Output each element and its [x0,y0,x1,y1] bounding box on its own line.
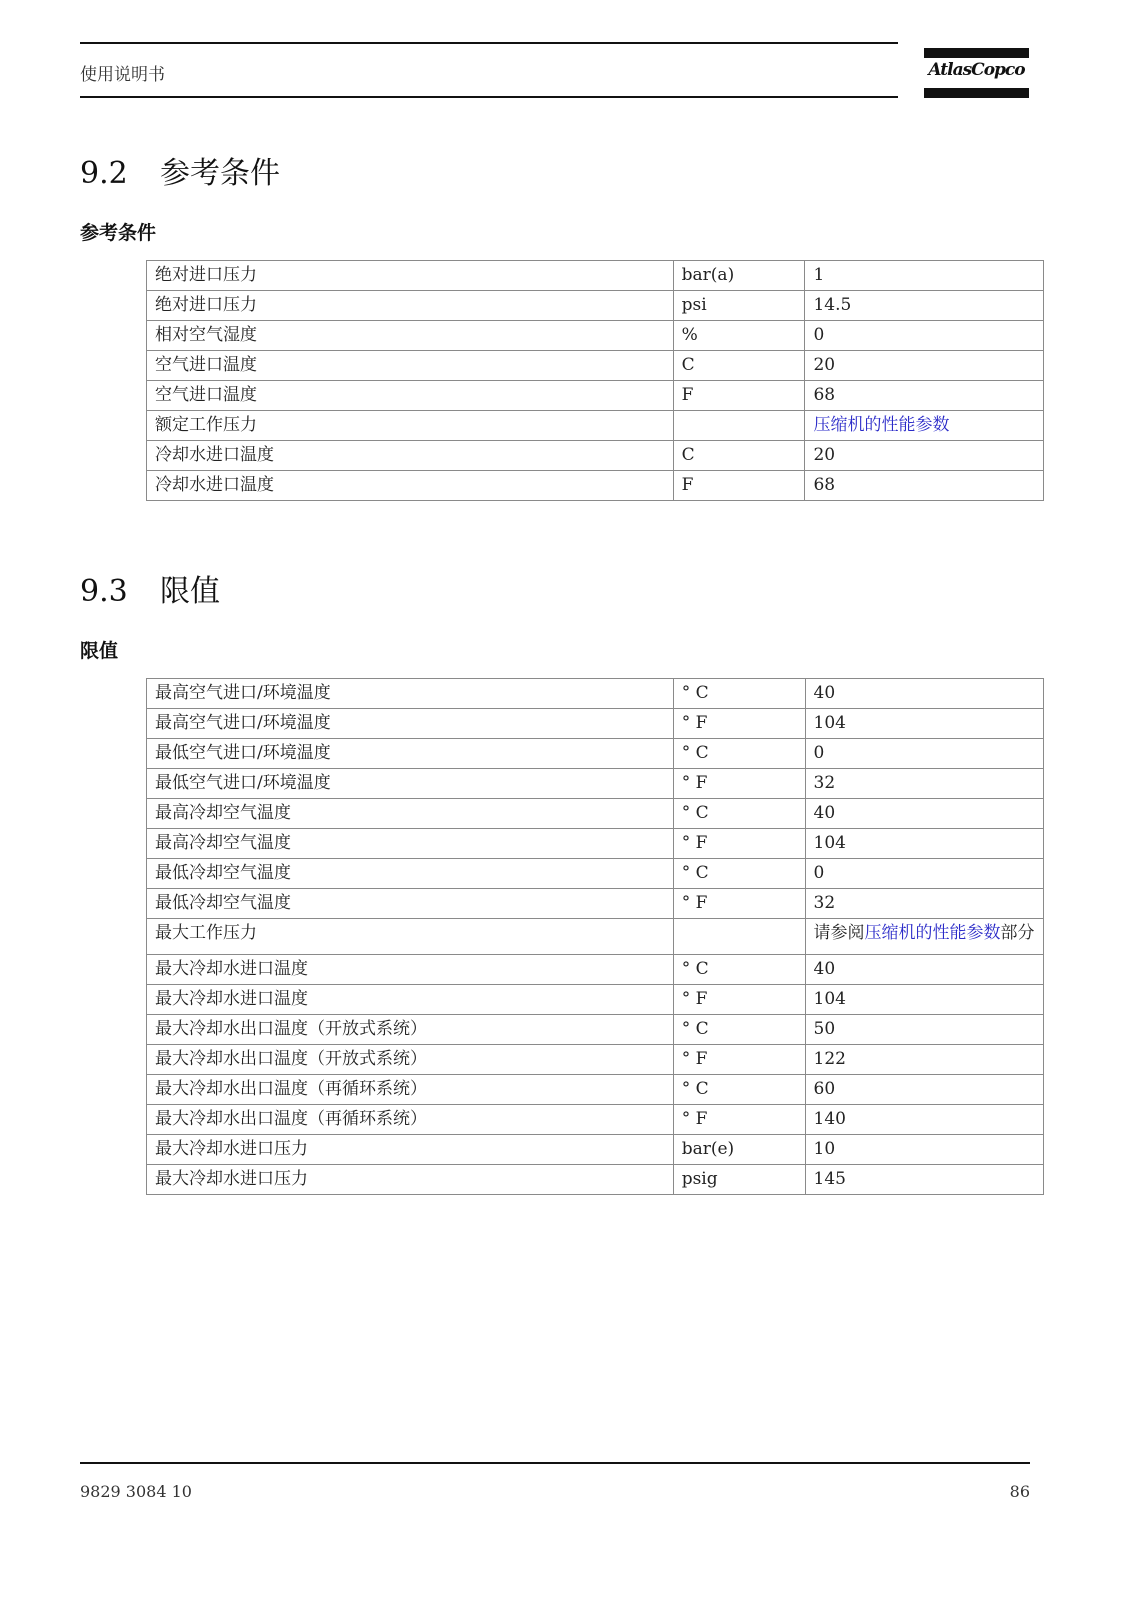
table-row [147,1105,1044,1135]
parameter-label: 最高空气进口/环境温度 [147,679,674,709]
unit-cell: psi [673,291,805,321]
logo-bar-bottom [924,88,1029,98]
table-row [147,411,1044,441]
unit-cell: ° F [673,1045,805,1075]
unit-cell: bar(a) [673,261,805,291]
table-row [147,381,1044,411]
unit-cell: psig [673,1165,805,1195]
value-cell: 104 [805,985,1043,1015]
table-row [147,321,1044,351]
value-cell: 68 [805,381,1044,411]
footer-rule [80,1462,1030,1464]
value-cell: 104 [805,709,1043,739]
section-number: 9.2 [80,156,128,191]
parameter-label: 最高空气进口/环境温度 [147,709,674,739]
parameter-label: 最大冷却水出口温度（再循环系统） [147,1105,674,1135]
unit-cell: C [673,351,805,381]
parameter-label: 最大冷却水进口温度 [147,985,674,1015]
value-cell: 122 [805,1045,1043,1075]
unit-cell: ° F [673,985,805,1015]
parameter-label: 额定工作压力 [147,411,674,441]
table-caption-reference: 参考条件 [80,222,157,244]
table-row [147,1135,1044,1165]
parameter-label: 空气进口温度 [147,351,674,381]
unit-cell: ° C [673,1015,805,1045]
unit-cell: ° F [673,709,805,739]
value-cell: 0 [805,739,1043,769]
header-rule-top [80,42,898,44]
value-cell: 60 [805,1075,1043,1105]
value-cell: 40 [805,955,1043,985]
section-number: 9.3 [80,574,128,609]
parameter-label: 冷却水进口温度 [147,441,674,471]
page-number: 86 [1009,1482,1030,1501]
unit-cell: ° C [673,1075,805,1105]
table-row [147,799,1044,829]
section-title: 参考条件 [160,156,280,191]
unit-cell [673,919,805,955]
table-row [147,1045,1044,1075]
value-cell: 32 [805,769,1043,799]
unit-cell: % [673,321,805,351]
performance-data-link[interactable]: 压缩机的性能参数 [864,923,1001,943]
parameter-label: 最大冷却水进口温度 [147,955,674,985]
parameter-label: 最低空气进口/环境温度 [147,769,674,799]
parameter-label: 冷却水进口温度 [147,471,674,501]
table-row [147,889,1044,919]
parameter-label: 最大工作压力 [147,919,674,955]
header-rule-bottom [80,96,898,98]
value-cell: 10 [805,1135,1043,1165]
parameter-label: 相对空气湿度 [147,321,674,351]
performance-data-link[interactable]: 压缩机的性能参数 [805,411,1044,441]
parameter-label: 最低冷却空气温度 [147,859,674,889]
logo-bar-top [924,48,1029,58]
unit-cell: ° C [673,955,805,985]
table-row [147,739,1044,769]
section-title: 限值 [160,574,220,609]
document-number: 9829 3084 10 [80,1482,192,1501]
value-cell: 40 [805,799,1043,829]
table-row [147,261,1044,291]
unit-cell: F [673,471,805,501]
logo-wordmark: AtlasCopco [928,60,1025,80]
unit-cell: ° C [673,799,805,829]
unit-cell: ° F [673,769,805,799]
value-cell: 1 [805,261,1044,291]
table-row [147,859,1044,889]
parameter-label: 最大冷却水进口压力 [147,1135,674,1165]
table-row [147,919,1044,955]
value-prefix: 请参阅 [813,923,865,943]
value-cell: 50 [805,1015,1043,1045]
unit-cell: F [673,381,805,411]
table-row [147,441,1044,471]
parameter-label: 最大冷却水出口温度（开放式系统） [147,1015,674,1045]
unit-cell: ° C [673,859,805,889]
value-cell: 0 [805,321,1044,351]
parameter-label: 最大冷却水出口温度（再循环系统） [147,1075,674,1105]
table-caption-limits: 限值 [80,640,119,662]
parameter-label: 绝对进口压力 [147,291,674,321]
table-row [147,709,1044,739]
atlas-copco-logo [924,48,1029,98]
value-cell [805,919,1043,955]
table-row [147,769,1044,799]
table-row [147,1165,1044,1195]
table-row [147,829,1044,859]
parameter-label: 最大冷却水出口温度（开放式系统） [147,1045,674,1075]
table-row [147,1015,1044,1045]
unit-cell: ° C [673,739,805,769]
table-row [147,471,1044,501]
unit-cell: bar(e) [673,1135,805,1165]
parameter-label: 最低冷却空气温度 [147,889,674,919]
value-cell: 145 [805,1165,1043,1195]
value-cell: 40 [805,679,1043,709]
unit-cell: ° F [673,1105,805,1135]
table-row [147,351,1044,381]
unit-cell: ° C [673,679,805,709]
value-suffix: 部分 [1000,923,1035,943]
table-row [147,1075,1044,1105]
value-cell: 20 [805,351,1044,381]
parameter-label: 最高冷却空气温度 [147,829,674,859]
section-heading-9-3 [80,566,220,610]
table-row [147,679,1044,709]
unit-cell: C [673,441,805,471]
parameter-label: 最大冷却水进口压力 [147,1165,674,1195]
value-cell: 32 [805,889,1043,919]
value-cell: 0 [805,859,1043,889]
table-row [147,955,1044,985]
unit-cell [673,411,805,441]
document-title: 使用说明书 [80,65,165,85]
reference-conditions-table [146,260,1044,501]
unit-cell: ° F [673,889,805,919]
parameter-label: 最高冷却空气温度 [147,799,674,829]
value-cell: 68 [805,471,1044,501]
limits-table [146,678,1044,1195]
unit-cell: ° F [673,829,805,859]
value-cell: 104 [805,829,1043,859]
parameter-label: 绝对进口压力 [147,261,674,291]
table-row [147,985,1044,1015]
parameter-label: 最低空气进口/环境温度 [147,739,674,769]
section-heading-9-2 [80,148,280,192]
parameter-label: 空气进口温度 [147,381,674,411]
value-cell: 140 [805,1105,1043,1135]
table-row [147,291,1044,321]
value-cell: 20 [805,441,1044,471]
value-cell: 14.5 [805,291,1044,321]
